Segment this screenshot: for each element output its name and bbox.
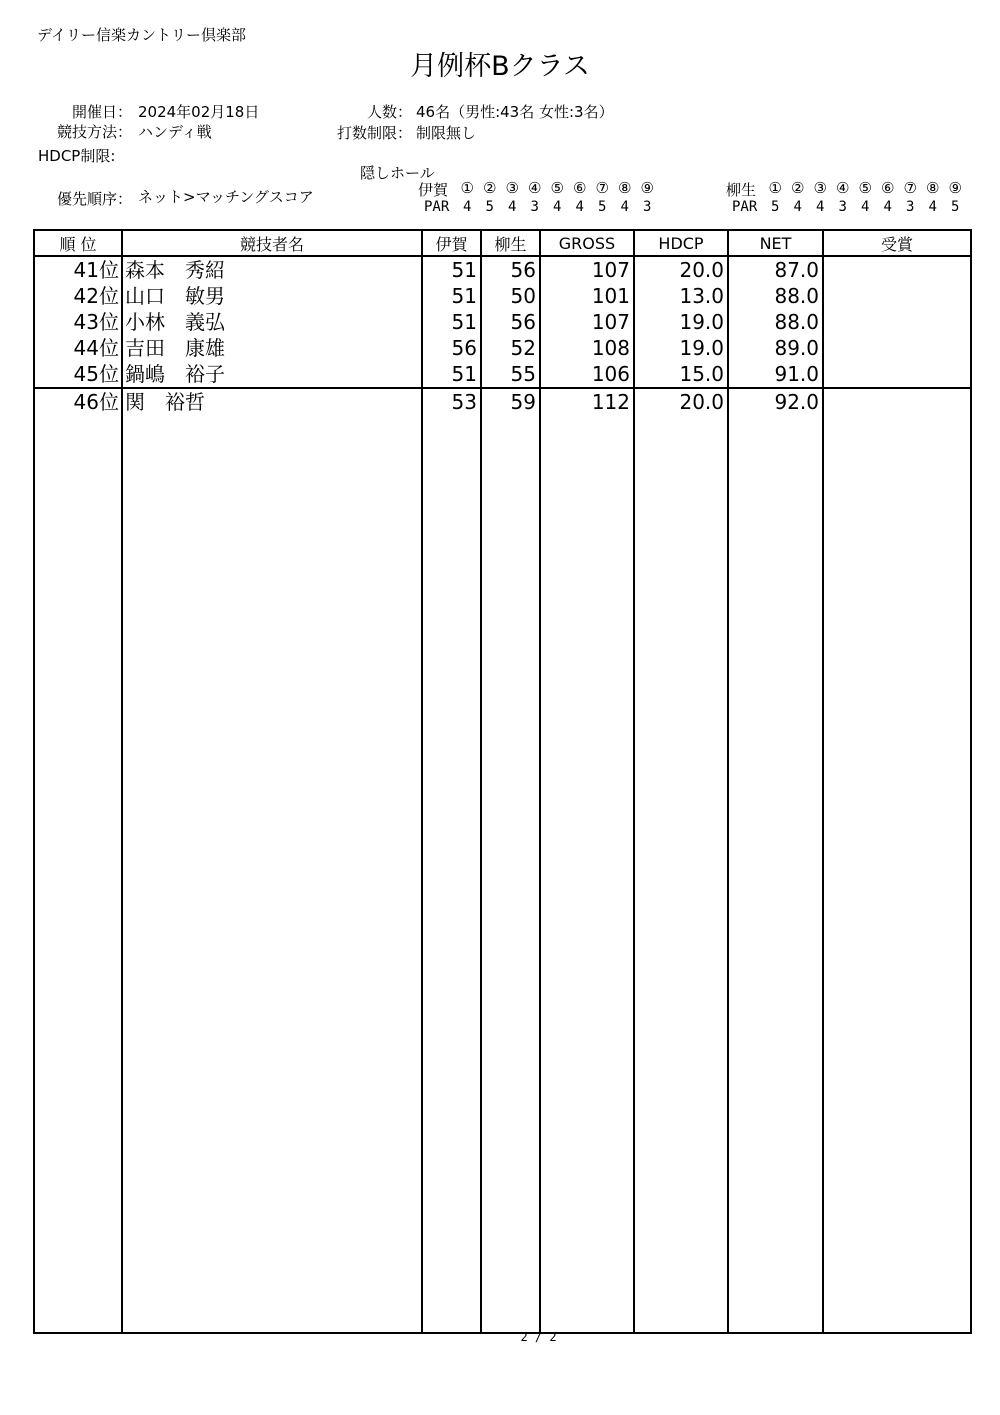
date-value: 2024年02月18日 [138, 103, 260, 121]
date-label: 開催日： [71, 103, 132, 121]
course-1-par-label: PAR [424, 199, 450, 215]
net-cell: 87.0 [728, 256, 823, 283]
gross-cell: 101 [540, 283, 634, 309]
rank-cell: 43位 [34, 309, 122, 335]
net-cell: 92.0 [728, 388, 823, 415]
club-name: デイリー信楽カントリー倶楽部 [37, 26, 246, 44]
table-row [34, 309, 971, 335]
out-score-cell: 51 [422, 309, 481, 335]
course-1-holes: ① ② ③ ④ ⑤ ⑥ ⑦ ⑧ ⑨ [460, 179, 654, 197]
table-row [34, 283, 971, 309]
course-1-name: 伊賀 [418, 181, 449, 199]
rank-cell: 46位 [34, 388, 122, 415]
header-award: 受賞 [823, 230, 971, 256]
course-2-par-label: PAR [732, 199, 758, 215]
header-hdcp: HDCP [634, 230, 728, 256]
rank-cell: 42位 [34, 283, 122, 309]
in-score-cell: 59 [481, 388, 540, 415]
header-rank: 順 位 [34, 230, 122, 256]
net-cell: 88.0 [728, 283, 823, 309]
player-name-cell: 森本 秀紹 [122, 256, 422, 283]
stroke-limit-value: 制限無し [416, 124, 477, 142]
out-score-cell: 53 [422, 388, 481, 415]
table-row [34, 361, 971, 388]
out-score-cell: 51 [422, 283, 481, 309]
rank-cell: 41位 [34, 256, 122, 283]
out-score-cell: 51 [422, 256, 481, 283]
hdcp-cell: 15.0 [634, 361, 728, 388]
table-row [34, 388, 971, 415]
header-player-name: 競技者名 [122, 230, 422, 256]
gross-cell: 107 [540, 256, 634, 283]
player-name-cell: 関 裕哲 [122, 388, 422, 415]
gross-cell: 108 [540, 335, 634, 361]
table-empty-space [34, 415, 971, 1333]
header-gross: GROSS [540, 230, 634, 256]
page-number: 2 / 2 [520, 1330, 557, 1344]
gross-cell: 107 [540, 309, 634, 335]
award-cell [823, 361, 971, 388]
course-1-pars: 4 5 4 3 4 4 5 4 3 [463, 199, 652, 215]
hdcp-cell: 13.0 [634, 283, 728, 309]
hdcp-limit-label: HDCP制限: [38, 147, 116, 165]
method-label: 競技方法： [56, 123, 132, 141]
method-value: ハンディ戦 [138, 123, 212, 141]
stroke-limit-label: 打数制限： [336, 124, 412, 142]
award-cell [823, 283, 971, 309]
net-cell: 91.0 [728, 361, 823, 388]
course-2-name: 柳生 [726, 181, 757, 199]
priority-label: 優先順序： [56, 190, 132, 208]
in-score-cell: 52 [481, 335, 540, 361]
in-score-cell: 56 [481, 256, 540, 283]
results-table [33, 229, 972, 1334]
course-2-pars: 5 4 4 3 4 4 3 4 5 [771, 199, 960, 215]
out-score-cell: 51 [422, 361, 481, 388]
in-score-cell: 50 [481, 283, 540, 309]
player-name-cell: 鍋嶋 裕子 [122, 361, 422, 388]
award-cell [823, 388, 971, 415]
rank-cell: 45位 [34, 361, 122, 388]
award-cell [823, 309, 971, 335]
in-score-cell: 55 [481, 361, 540, 388]
table-header-row [34, 230, 971, 256]
out-score-cell: 56 [422, 335, 481, 361]
player-name-cell: 吉田 康雄 [122, 335, 422, 361]
rank-cell: 44位 [34, 335, 122, 361]
table-row [34, 256, 971, 283]
hdcp-cell: 20.0 [634, 388, 728, 415]
gross-cell: 106 [540, 361, 634, 388]
net-cell: 88.0 [728, 309, 823, 335]
player-name-cell: 山口 敏男 [122, 283, 422, 309]
priority-value: ネット>マッチングスコア [138, 188, 314, 206]
header-in: 柳生 [481, 230, 540, 256]
in-score-cell: 56 [481, 309, 540, 335]
award-cell [823, 335, 971, 361]
players-value: 46名（男性:43名 女性:3名） [416, 103, 614, 121]
hdcp-cell: 19.0 [634, 309, 728, 335]
hidden-holes-label: 隠しホール [360, 164, 435, 182]
header-out: 伊賀 [422, 230, 481, 256]
course-2-holes: ① ② ③ ④ ⑤ ⑥ ⑦ ⑧ ⑨ [768, 179, 962, 197]
hdcp-cell: 19.0 [634, 335, 728, 361]
gross-cell: 112 [540, 388, 634, 415]
hdcp-cell: 20.0 [634, 256, 728, 283]
table-row [34, 335, 971, 361]
award-cell [823, 256, 971, 283]
net-cell: 89.0 [728, 335, 823, 361]
players-label: 人数： [366, 103, 412, 121]
header-net: NET [728, 230, 823, 256]
player-name-cell: 小林 義弘 [122, 309, 422, 335]
page-title: 月例杯Bクラス [410, 51, 590, 82]
